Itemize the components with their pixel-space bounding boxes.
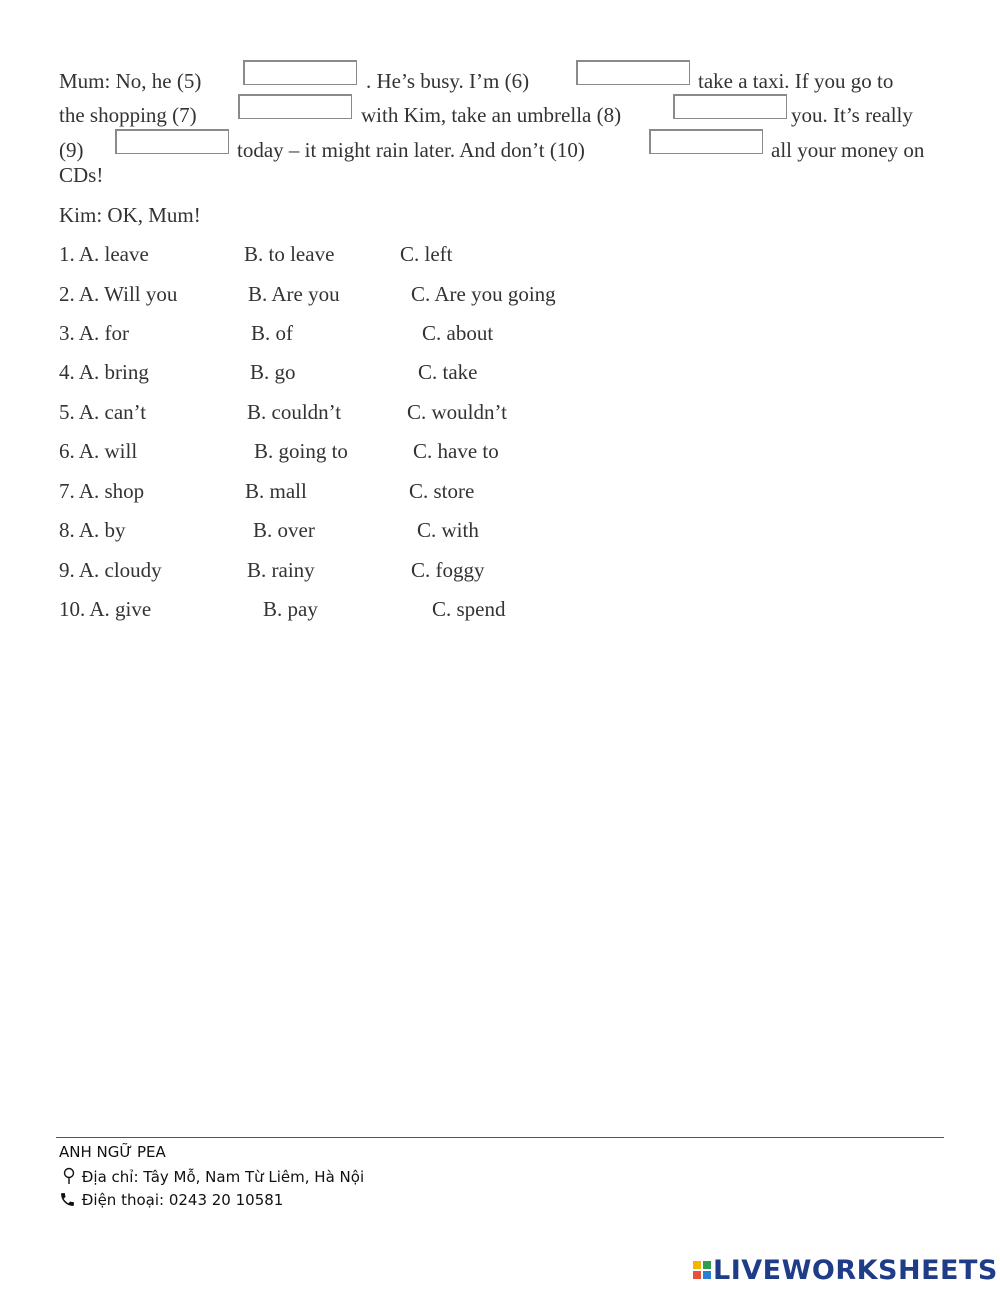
option-b: B. rainy <box>247 558 315 582</box>
option-a: 9. A. cloudy <box>59 558 162 582</box>
option-c: C. about <box>422 321 494 345</box>
option-b: B. Are you <box>248 282 340 306</box>
footer-phone <box>59 1191 283 1209</box>
option-b: B. going to <box>254 439 348 463</box>
option-a: 7. A. shop <box>59 479 145 503</box>
passage-text: with Kim, take an umbrella (8) <box>361 103 622 127</box>
option-a: 3. A. for <box>59 321 129 345</box>
footer-divider <box>56 1137 944 1138</box>
option-b: B. over <box>253 518 315 542</box>
passage-text: . He’s busy. I’m (6) <box>366 69 530 93</box>
passage-text: Mum: No, he (5) <box>59 69 202 93</box>
passage-text: today – it might rain later. And don’t (10) <box>237 138 585 162</box>
blank-6-input[interactable] <box>576 60 690 85</box>
option-c: C. spend <box>432 597 506 621</box>
blank-10-input[interactable] <box>649 129 763 154</box>
phone-icon <box>59 1191 77 1209</box>
option-a: 2. A. Will you <box>59 282 178 306</box>
passage-text: (9) <box>59 138 84 162</box>
blank-8-input[interactable] <box>673 94 787 119</box>
option-a: 4. A. bring <box>59 360 149 384</box>
option-c: C. left <box>400 242 453 266</box>
blank-5-input[interactable] <box>243 60 357 85</box>
option-a: 6. A. will <box>59 439 138 463</box>
option-b: B. pay <box>263 597 318 621</box>
option-a: 8. A. by <box>59 518 126 542</box>
option-a: 5. A. can’t <box>59 400 147 424</box>
passage-text: the shopping (7) <box>59 103 197 127</box>
passage-text: take a taxi. If you go to <box>698 69 894 93</box>
location-pin-icon <box>59 1167 77 1186</box>
option-c: C. take <box>418 360 478 384</box>
footer-address <box>59 1167 364 1186</box>
passage-text: you. It’s really <box>791 103 913 127</box>
option-a: 1. A. leave <box>59 242 149 266</box>
option-c: C. store <box>409 479 475 503</box>
option-b: B. couldn’t <box>247 400 342 424</box>
option-c: C. wouldn’t <box>407 400 507 424</box>
liveworksheets-logo[interactable] <box>693 1254 998 1286</box>
blank-7-input[interactable] <box>238 94 352 119</box>
option-c: C. foggy <box>411 558 485 582</box>
footer-org: ANH NGỮ PEA <box>59 1143 166 1161</box>
option-b: B. mall <box>245 479 307 503</box>
option-c: C. Are you going <box>411 282 556 306</box>
passage-text: all your money on <box>771 138 925 162</box>
option-c: C. have to <box>413 439 499 463</box>
option-b: B. of <box>251 321 293 345</box>
footer-phone-text: Điện thoại: 0243 20 10581 <box>81 1191 284 1209</box>
logo-blocks-icon <box>693 1261 711 1279</box>
option-a: 10. A. give <box>59 597 152 621</box>
option-b: B. to leave <box>244 242 335 266</box>
logo-text: LIVEWORKSHEETS <box>713 1254 998 1286</box>
option-b: B. go <box>250 360 296 384</box>
passage-text: Kim: OK, Mum! <box>59 203 201 227</box>
blank-9-input[interactable] <box>115 129 229 154</box>
option-c: C. with <box>417 518 479 542</box>
footer-address-text: Địa chỉ: Tây Mỗ, Nam Từ Liêm, Hà Nội <box>81 1168 365 1186</box>
passage-text: CDs! <box>59 163 104 187</box>
